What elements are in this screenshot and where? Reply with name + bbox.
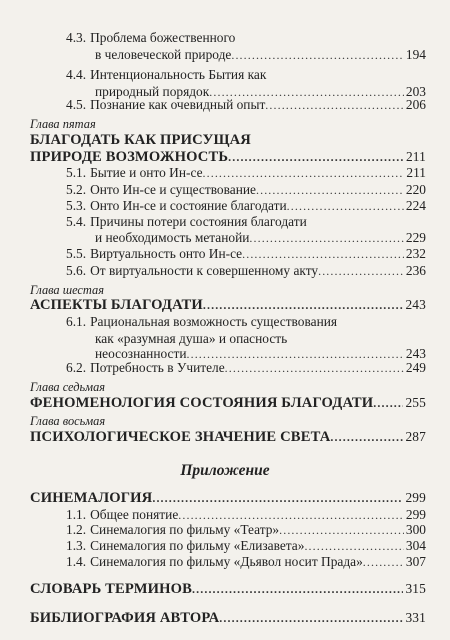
page-number: 211 xyxy=(405,149,426,164)
dot-leader xyxy=(249,230,403,246)
entry-text: Бытие и онто Ин-се xyxy=(90,165,203,180)
dot-leader xyxy=(287,198,404,214)
page-number: 229 xyxy=(405,230,426,245)
entry-text: Синемалогия по фильму «Елизавета» xyxy=(90,538,305,553)
bibliography-title[interactable] xyxy=(30,609,426,627)
toc-entry-5-5[interactable] xyxy=(66,245,426,262)
entry-text: Синемалогия по фильму «Театр» xyxy=(90,522,280,537)
entry-text: Проблема божественного xyxy=(90,30,236,45)
chapter-6-title[interactable] xyxy=(30,296,426,314)
page-number: 287 xyxy=(405,429,426,444)
entry-text: Онто Ин-се и существование xyxy=(90,182,256,197)
entry-number: 4.3. xyxy=(66,30,87,45)
page-number: 299 xyxy=(405,490,426,505)
entry-text: природный порядок xyxy=(95,84,210,99)
toc-entry-4-3[interactable] xyxy=(95,46,426,63)
entry-text: Причины потери состояния благодати xyxy=(90,214,307,229)
chapter-title-text: БИБЛИОГРАФИЯ АВТОРА xyxy=(30,610,220,626)
dot-leader xyxy=(203,165,405,181)
chapter-7-label: Глава седьмая xyxy=(30,380,106,394)
page-number: 194 xyxy=(405,47,426,62)
dot-leader xyxy=(363,554,404,570)
page-number: 211 xyxy=(406,165,426,180)
toc-entry-5-2[interactable] xyxy=(66,181,426,198)
chapter-title-text: АСПЕКТЫ БЛАГОДАТИ xyxy=(30,297,203,313)
dot-leader xyxy=(304,538,403,554)
page-number: 304 xyxy=(405,538,426,553)
toc-entry-1-2[interactable] xyxy=(66,521,426,538)
toc-entry-5-6[interactable] xyxy=(66,262,426,279)
dot-leader xyxy=(231,47,404,63)
entry-text: в человеческой природе xyxy=(95,47,232,62)
page-number: 220 xyxy=(405,182,426,197)
entry-number: 1.4. xyxy=(66,554,87,569)
dot-leader xyxy=(219,609,403,627)
entry-text: Познание как очевидный опыт xyxy=(90,97,266,112)
page-number: 249 xyxy=(405,360,426,375)
entry-number: 5.6. xyxy=(66,263,87,278)
entry-text: От виртуальности к совершенному акту xyxy=(90,263,319,278)
page-number: 300 xyxy=(405,522,426,537)
dot-leader xyxy=(265,97,404,113)
chapter-8-label: Глава восьмая xyxy=(30,414,106,428)
toc-entry-6-1-line1 xyxy=(66,313,426,330)
entry-number: 5.3. xyxy=(66,198,87,213)
page-number: 203 xyxy=(405,84,426,99)
chapter-7-title[interactable] xyxy=(30,394,426,412)
page-number: 299 xyxy=(405,507,426,522)
chapter-title-text: ПСИХОЛОГИЧЕСКОЕ ЗНАЧЕНИЕ СВЕТА xyxy=(30,429,331,445)
entry-number: 1.1. xyxy=(66,507,87,522)
page-number: 243 xyxy=(405,297,426,312)
entry-text: Рациональная возможность существования xyxy=(90,314,338,329)
page-number: 206 xyxy=(405,97,426,112)
page-number: 315 xyxy=(405,581,426,596)
dot-leader xyxy=(242,246,404,262)
dot-leader xyxy=(279,522,404,538)
entry-text: Синемалогия по фильму «Дьявол носит Прада» xyxy=(90,554,363,569)
chapter-8-title[interactable] xyxy=(30,428,426,446)
page-number: 243 xyxy=(405,346,426,361)
appendix-heading: Приложение xyxy=(180,462,270,479)
glossary-title[interactable] xyxy=(30,580,426,598)
entry-number: 1.3. xyxy=(66,538,87,553)
dot-leader xyxy=(152,489,403,507)
toc-entry-1-3[interactable] xyxy=(66,537,426,554)
entry-text: Общее понятие xyxy=(90,507,179,522)
page-number: 232 xyxy=(405,246,426,261)
toc-entry-4-4-line1 xyxy=(66,66,426,83)
entry-number: 6.1. xyxy=(66,314,87,329)
chapter-title-text: ФЕНОМЕНОЛОГИЯ СОСТОЯНИЯ БЛАГОДАТИ xyxy=(30,395,374,411)
entry-text: Онто Ин-се и состояние благодати xyxy=(90,198,287,213)
entry-text: Интенциональность Бытия как xyxy=(90,67,267,82)
toc-entry-4-5[interactable] xyxy=(66,96,426,113)
chapter-title-text: ПРИРОДЕ ВОЗМОЖНОСТЬ xyxy=(30,149,229,165)
entry-number: 4.4. xyxy=(66,67,87,82)
dot-leader xyxy=(192,580,403,598)
entry-number: 5.4. xyxy=(66,214,87,229)
dot-leader xyxy=(330,428,403,446)
entry-text: и необходимость метанойи xyxy=(95,230,250,245)
entry-number: 1.2. xyxy=(66,522,87,537)
entry-number: 4.5. xyxy=(66,97,87,112)
dot-leader xyxy=(373,394,403,412)
entry-text: неосознанности xyxy=(95,346,187,361)
chapter-title-text: СИНЕМАЛОГИЯ xyxy=(30,490,153,506)
entry-number: 5.1. xyxy=(66,165,87,180)
entry-number: 5.2. xyxy=(66,182,87,197)
toc-entry-6-2[interactable] xyxy=(66,359,426,376)
toc-entry-6-1-line2: как «разумная душа» и опасность xyxy=(95,331,288,346)
toc-entry-5-3[interactable] xyxy=(66,197,426,214)
chapter-5-title-line1: БЛАГОДАТЬ КАК ПРИСУЩАЯ xyxy=(30,132,252,148)
page-number: 224 xyxy=(405,198,426,213)
toc-entry-4-3-line1 xyxy=(66,29,426,46)
page-number: 331 xyxy=(405,610,426,625)
cinemalogy-title[interactable] xyxy=(30,489,426,507)
toc-entry-5-4-line1 xyxy=(66,213,426,230)
dot-leader xyxy=(225,360,404,376)
dot-leader xyxy=(318,263,404,279)
dot-leader xyxy=(203,296,404,314)
page-number: 307 xyxy=(405,554,426,569)
toc-entry-5-4[interactable] xyxy=(95,229,426,246)
page-number: 236 xyxy=(405,263,426,278)
page-number: 255 xyxy=(405,395,426,410)
toc-entry-1-4[interactable] xyxy=(66,553,426,570)
dot-leader xyxy=(256,182,404,198)
toc-entry-5-1[interactable] xyxy=(66,164,426,181)
entry-text: Виртуальность онто Ин-се xyxy=(90,246,243,261)
chapter-5-label: Глава пятая xyxy=(30,117,96,131)
chapter-title-text: СЛОВАРЬ ТЕРМИНОВ xyxy=(30,581,193,597)
chapter-6-label: Глава шестая xyxy=(30,283,104,297)
entry-number: 5.5. xyxy=(66,246,87,261)
entry-number: 6.2. xyxy=(66,360,87,375)
entry-text: Потребность в Учителе xyxy=(90,360,225,375)
